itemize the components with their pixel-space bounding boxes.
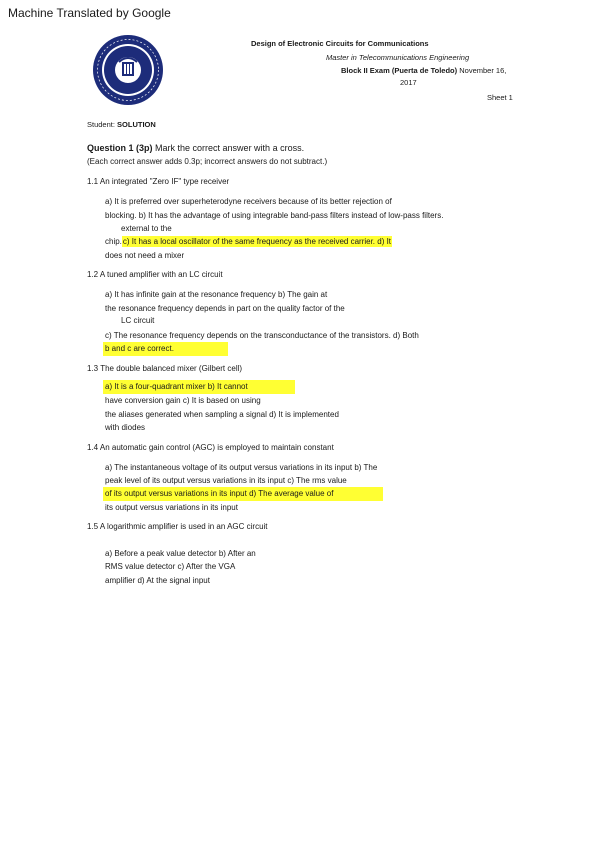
sheet-number: Sheet 1 [487,93,513,102]
item-1-2-line: a) It has infinite gain at the resonance frequency b) The gain at [105,290,328,299]
item-1-2-line: c) The resonance frequency depends on the transconductance of the transistors. d) Both [105,331,419,340]
item-1-3-stem: 1.3 The double balanced mixer (Gilbert cell) [87,364,243,373]
exam-name: Block II Exam (Puerta de Toledo) [341,66,458,75]
item-1-5-line: RMS value detector c) After the VGA [105,562,236,571]
item-1-3-line: with diodes [105,423,146,432]
item-1-4-line: a) The instantaneous voltage of its output versus variations in its input b) The [105,463,378,472]
course-title: Design of Electronic Circuits for Communications [251,39,429,48]
item-1-4-line: its output versus variations in its input [105,503,238,512]
item-1-2-line: LC circuit [121,316,155,325]
question-heading [87,143,304,153]
university-seal-logo [92,34,164,106]
item-1-2-stem: 1.2 A tuned amplifier with an LC circuit [87,270,223,279]
item-1-5-line: amplifier d) At the signal input [105,576,210,585]
item-1-5-stem: 1.5 A logarithmic amplifier is used in an AGC circuit [87,522,268,531]
item-1-4-line: peak level of its output versus variations in its input c) The rms value [105,476,347,485]
exam-title-line [341,66,506,75]
student-value: SOLUTION [117,120,156,129]
question-note: (Each correct answer adds 0.3p; incorrect answers do not subtract.) [87,157,328,166]
student-label: Student: [87,120,115,129]
item-1-1-line: external to the [121,224,172,233]
exam-year: 2017 [400,78,417,87]
program-name: Master in Telecommunications Engineering [326,53,470,62]
item-1-2-line: b and c are correct. [105,344,174,353]
item-1-2-line: the resonance frequency depends in part on the quality factor of the [105,304,345,313]
item-1-5-line: a) Before a peak value detector b) After an [105,549,256,558]
exam-date: November 16, [459,66,507,75]
correct-answer-highlight: c) It has a local oscillator of the same frequency as the received carrier. d) It [122,237,392,246]
item-1-1-line: blocking. b) It has the advantage of using integrable band-pass filters instead of low-pass filters. [105,211,444,220]
question-title: Question 1 (3p) [87,143,153,153]
item-1-1-line: does not need a mixer [105,251,185,260]
question-instruction: Mark the correct answer with a cross. [155,143,305,153]
item-1-1-line [105,237,392,246]
item-1-4-line: of its output versus variations in its input d) The average value of [105,489,334,498]
item-1-3-line: have conversion gain c) It is based on using [105,396,261,405]
translation-banner: Machine Translated by Google [8,6,171,20]
item-1-3-line: a) It is a four-quadrant mixer b) It cannot [105,382,248,391]
item-1-3-line: the aliases generated when sampling a signal d) It is implemented [105,410,339,419]
student-line [87,120,156,129]
item-1-1-line: a) It is preferred over superheterodyne receivers because of its better rejection of [105,197,392,206]
item-1-4-stem: 1.4 An automatic gain control (AGC) is employed to maintain constant [87,443,334,452]
item-1-1-text: chip. [105,237,122,246]
item-1-1-stem: 1.1 An integrated "Zero IF" type receiver [87,177,230,186]
